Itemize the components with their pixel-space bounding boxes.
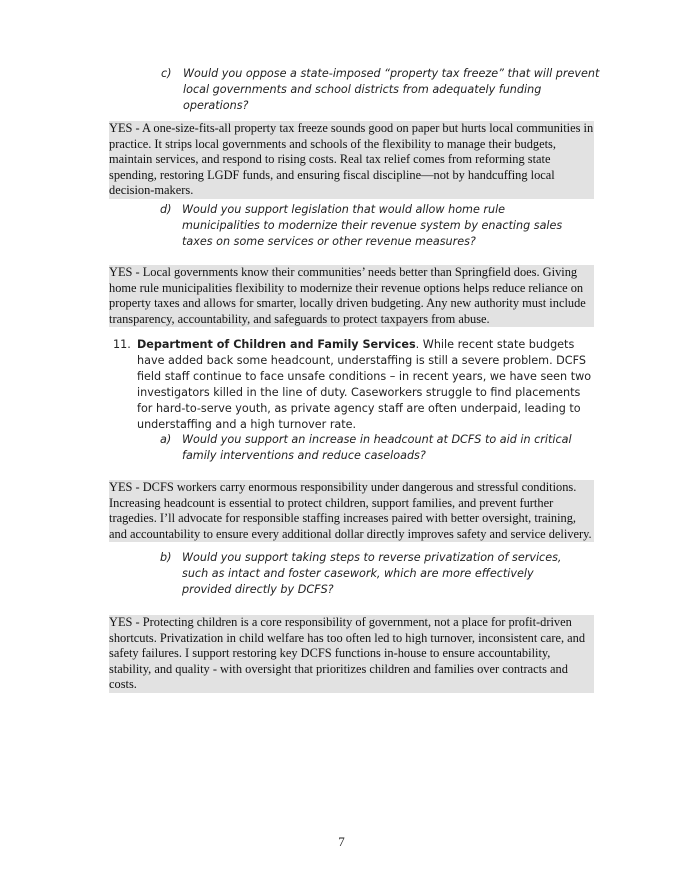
answer-text: YES - A one-size-fits-all property tax freeze sounds good on paper but hurts local communities in practice. It strips local governments and schools of the flexibility to manage their budgets, maintain services, and respond to rising costs. Real tax relief comes from reforming state spending, restoring LGDF funds, and ensuring fiscal discipline—not by handcuffing local decision-makers. xyxy=(109,121,594,198)
page-number: 7 xyxy=(338,834,345,849)
answer-text: YES - DCFS workers carry enormous responsibility under dangerous and stressful conditions. Increasing headcount is essential to protect children, support families, and prevent further tragedies. I’ll advocate for responsible staffing increases paired with better oversight, training, and accountability to ensure every additional dollar directly improves safety and service delivery. xyxy=(109,480,592,541)
question-text: Would you support taking steps to reverse privatization of services, such as intact and foster casework, which are more effectively provided directly by DCFS? xyxy=(182,551,562,596)
question-text: Would you support an increase in headcount at DCFS to aid in critical family interventions and reduce caseloads? xyxy=(182,433,572,462)
question-b-dcfs-privatization xyxy=(160,550,582,598)
question-label: a) xyxy=(160,433,172,446)
section-number: 11. xyxy=(113,338,131,351)
answer-dcfs-privatization xyxy=(109,615,594,693)
answer-text: YES - Protecting children is a core responsibility of government, not a place for profit-driven shortcuts. Privatization in child welfare has too often led to high turnover, inconsistent care, and safety failures. I support restoring key DCFS functions in-house to ensure accountability, stability, and quality - with oversight that prioritizes children and families over contracts and costs. xyxy=(109,615,586,692)
question-a-dcfs-headcount xyxy=(160,432,582,464)
section-body: . While recent state budgets have added back some headcount, understaffing is still a severe problem. DCFS field staff continue to face unsafe conditions – in recent years, we have seen two investigators killed in the line of duty. Caseworkers struggle to find placements for hard-to-serve youth, as private agency staff are often underpaid, leading to understaffing and a high turnover rate. xyxy=(137,338,592,431)
answer-dcfs-headcount xyxy=(109,480,594,542)
question-text: Would you support legislation that would allow home rule municipalities to modernize their revenue system by enacting sales taxes on some services or other revenue measures? xyxy=(182,203,563,248)
answer-home-rule xyxy=(109,265,594,327)
question-label: b) xyxy=(160,551,172,564)
question-d-revenue xyxy=(160,202,582,250)
question-c-tax-freeze xyxy=(161,66,603,114)
question-label: d) xyxy=(160,203,172,216)
question-text: Would you oppose a state-imposed “property tax freeze” that will prevent local governments and school districts from adequately funding operations? xyxy=(183,67,600,112)
answer-text: YES - Local governments know their communities’ needs better than Springfield does. Giving home rule municipalities flexibility to modernize their revenue options helps reduce reliance on property taxes and allows for smarter, locally driven budgeting. Any new authority must include transparency, accountability, and safeguards to protect taxpayers from abuse. xyxy=(109,265,586,326)
section-title: Department of Children and Family Services xyxy=(137,338,416,351)
answer-tax-freeze xyxy=(109,121,594,199)
question-label: c) xyxy=(161,67,172,80)
section-11-dcfs xyxy=(113,337,593,433)
